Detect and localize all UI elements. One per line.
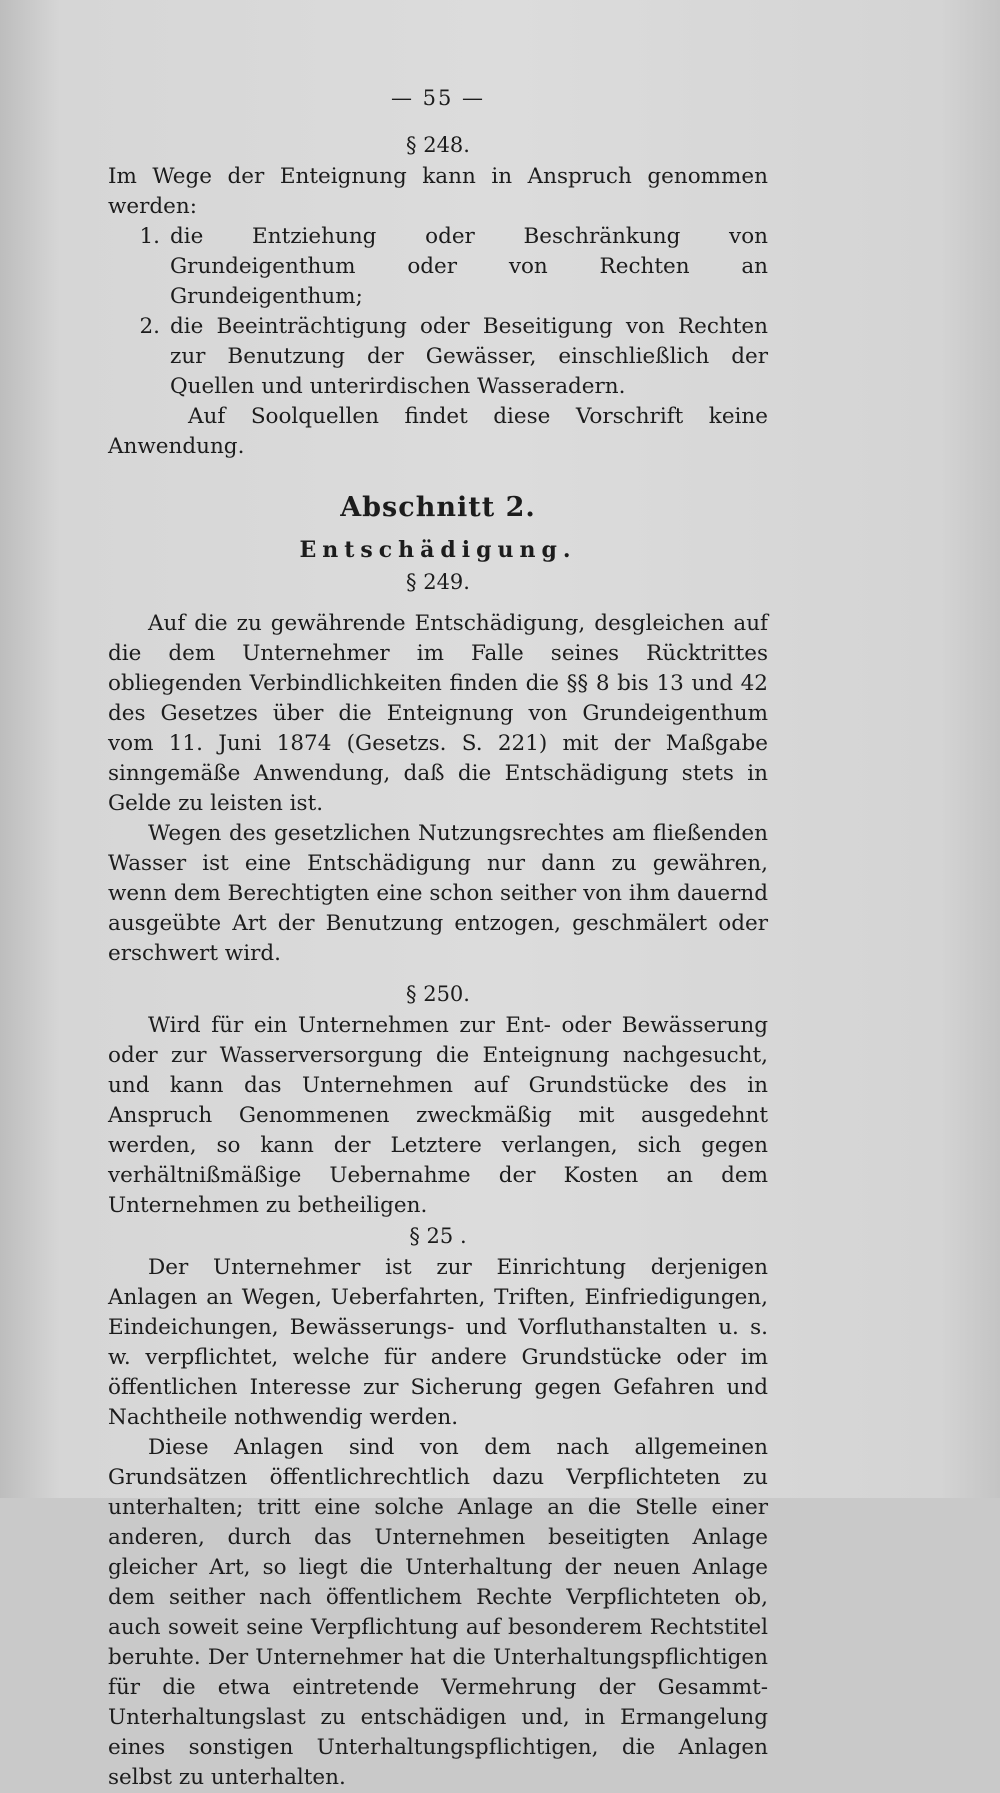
list-item-number: 2. [139, 314, 160, 339]
section-251-paragraph-1: Der Unternehmer ist zur Einrichtung derjenigen Anlagen an Wegen, Ueberfahrten, Triften, Einfriedigungen, Eindeichungen, Bewässerungs- und Vorfluthanstalten u. s. w. verpflichtet, welche für andere Grundstücke oder im öffentlichen Interesse zur Sicherung gegen Gefahren und Nachtheile nothwendig werden. [108, 1255, 768, 1430]
list-item-number: 1. [139, 224, 160, 249]
section-251-paragraph-2: Diese Anlagen sind von dem nach allgemeinen Grundsätzen öffentlichrechtlich dazu Verpflichteten zu unterhalten; tritt eine solche Anlage an die Stelle einer anderen, durch das Unternehmen beseitigten Anlage gleicher Art, so liegt die Unterhaltung der neuen Anlage dem seither nach öffentlichem Rechte Verpflichteten ob, auch soweit seine Verpflichtung auf besonderem Rechtstitel beruhte. Der Unternehmer hat die Unterhaltungspflichtigen für die etwa eintretende Vermehrung der Gesammt-Unterhaltungslast zu entschädigen und, in Ermangelung eines sonstigen Unterhaltungspflichtigen, die Anlagen selbst zu unterhalten. [108, 1435, 768, 1790]
section-249-mark: § 249. [406, 570, 470, 594]
section-248-mark: § 248. [406, 133, 470, 157]
page-number: — 55 — [390, 86, 486, 110]
section-249-paragraph-2: Wegen des gesetzlichen Nutzungsrechtes am fließenden Wasser ist eine Entschädigung nur dann zu gewähren, wenn dem Berechtigten eine schon seither von ihm dauernd ausgeübte Art der Benutzung entzogen, geschmälert oder erschwert wird. [108, 821, 768, 966]
section-249-paragraph-1: Auf die zu gewährende Entschädigung, desgleichen auf die dem Unternehmer im Falle seines Rücktrittes obliegenden Verbindlichkeiten finden die §§ 8 bis 13 und 42 des Gesetzes über die Enteignung von Grundeigenthum vom 11. Juni 1874 (Gesetzs. S. 221) mit der Maßgabe sinngemäße Anwendung, daß die Entschädigung stets in Gelde zu leisten ist. [108, 611, 768, 816]
section-251-mark: § 25 . [409, 1224, 467, 1248]
chapter-subheading: Entschädigung. [299, 537, 577, 563]
list-item [108, 312, 768, 402]
list-item-text: die Entziehung oder Beschränkung von Grundeigenthum oder von Rechten an Grundeigenthum; [170, 224, 768, 309]
list-item-text: die Beeinträchtigung oder Beseitigung von Rechten zur Benutzung der Gewässer, einschließlich der Quellen und unterirdischen Wasseradern. [170, 314, 768, 399]
section-248-intro: Im Wege der Enteignung kann in Anspruch genommen werden: [108, 164, 768, 219]
section-248-list [108, 222, 768, 402]
section-250-paragraph-1: Wird für ein Unternehmen zur Ent- oder Bewässerung oder zur Wasserversorgung die Enteignung nachgesucht, und kann das Unternehmen auf Grundstücke des in Anspruch Genommenen zweckmäßig mit ausgedehnt werden, so kann der Letztere verlangen, sich gegen verhältnißmäßige Uebernahme der Kosten an dem Unternehmen zu betheiligen. [108, 1013, 768, 1218]
page-text [108, 86, 768, 1793]
chapter-heading: Abschnitt 2. [340, 492, 536, 523]
section-248-note: Auf Soolquellen findet diese Vorschrift keine Anwendung. [108, 404, 768, 459]
section-250-mark: § 250. [406, 982, 470, 1006]
list-item [108, 222, 768, 312]
